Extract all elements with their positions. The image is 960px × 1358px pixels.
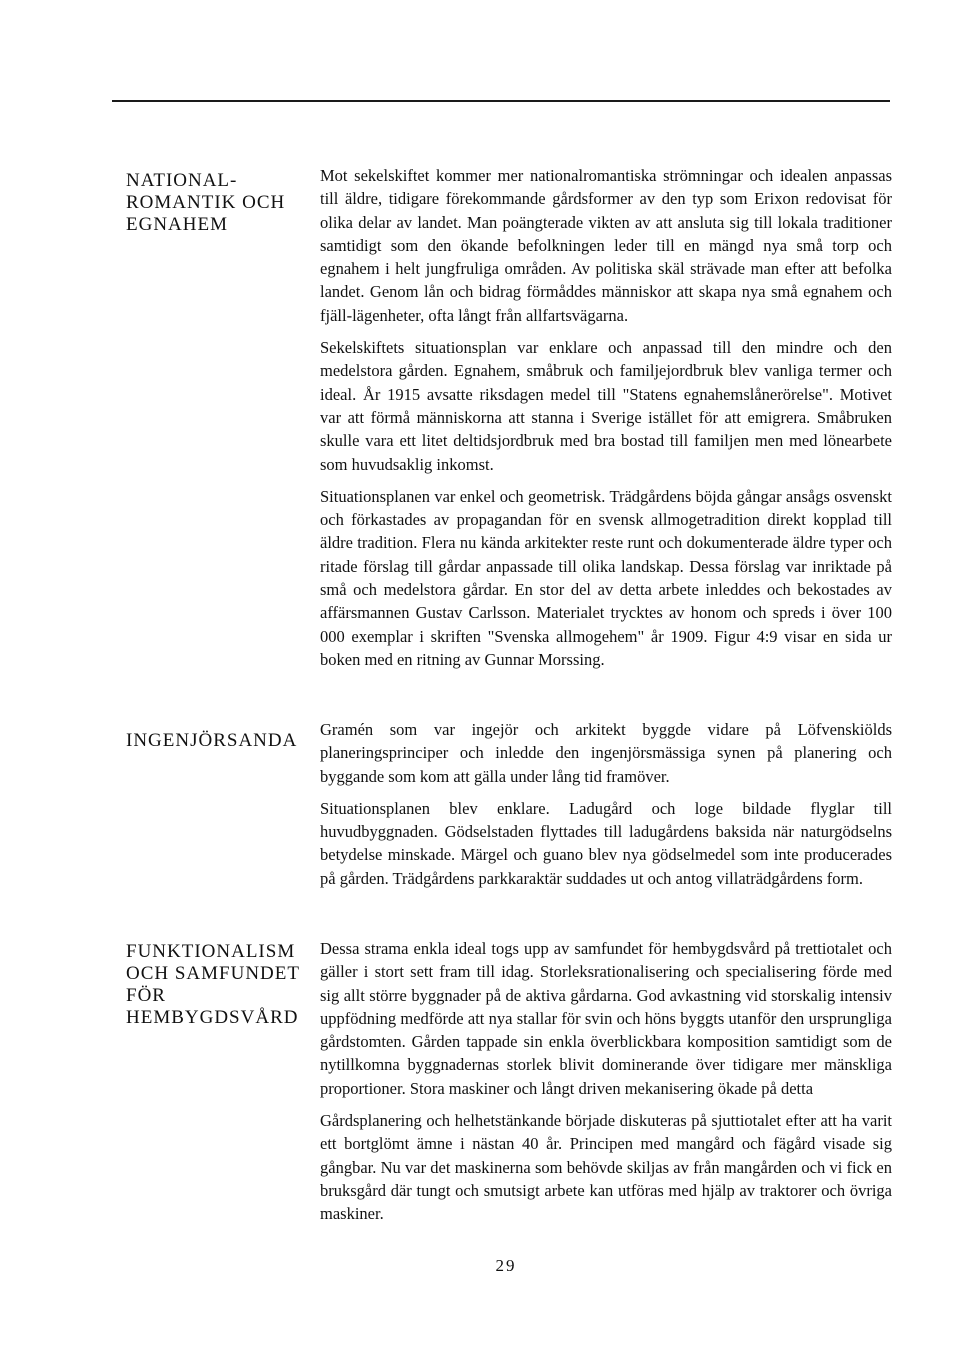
- top-rule: [112, 100, 890, 102]
- paragraph: Gramén som var ingejör och arkitekt byggde vidare på Löfvenskiölds planeringsprinciper och inledde den ingenjörsmässiga synen på planering och byggande som kom att gälla under lång tid framöver.: [320, 720, 892, 786]
- section-heading: NATIONAL- ROMANTIK OCH EGNAHEM: [126, 170, 286, 235]
- paragraph: Mot sekelskiftet kommer mer nationalromantiska strömningar och idealen anpassas till äldre, tidigare förekommande gårdsformer av den typ som Erixon redovisat för olika delar av landet. Man poängterade vikten av att ansluta sig till lokala traditioner samtidigt som den ökande befolkningen leder till en mängd nya små torp och egnahem i helt jungfruliga områden. Av politiska skäl strävade man efter att befolka landet. Genom lån och bidrag förmåddes människor att skapa nya små egnahem och fjäll-lägenheter, ofta långt från allfartsvägarna.: [320, 166, 892, 325]
- paragraph: Dessa strama enkla ideal togs upp av samfundet för hembygdsvård på trettiotalet och gäller i stort sett fram till idag. Storleksrationalisering och specialisering förde med sig allt större byggnader på de aktiva gårdarna. God avkastning vid storskalig intensiv uppfödning medförde att nya stallar för svin och höns byggts utanför den ursprungliga gårdstomten. Gården tappade sin enkla överblickbara komposition samtidigt som de nytillkomna byggnadernas storlek blivit dominerande över tidigare mer mänskliga proportioner. Stora maskiner och långt driven mekanisering ökade på detta: [320, 939, 892, 1098]
- paragraph: Sekelskiftets situationsplan var enklare och anpassad till den mindre och den medelstora gården. Egnahem, småbruk och familjejordbruk blev vanliga termer och ideal. År 1915 avsatte riksdagen medel till "Statens egnahemslånerörelse". Motivet var att förmå människorna att stanna i Sverige istället för att emigrera. Småbruken skulle vara ett litet deltidsjordbruk med bra bostad till familjen men med lönearbete som huvudsaklig inkomst.: [320, 338, 892, 474]
- section-body: [320, 718, 892, 899]
- section-heading: FUNKTIONALISM OCH SAMFUNDET FÖR HEMBYGDSVÅRD: [126, 941, 300, 1028]
- paragraph: Gårdsplanering och helhetstänkande började diskuteras på sjuttiotalet efter att ha varit ett bortglömt ämne i nästan 40 år. Principen med mangård och fägård visade sig gångbar. Nu var det maskinerna som behövde skiljas av från mangården och vi fick en bruksgård där tungt och smutsigt arbete kan utföras med hjälp av traktorer och övriga maskiner.: [320, 1111, 892, 1224]
- page-number: 29: [495, 1256, 517, 1275]
- paragraph: Situationsplanen var enkel och geometrisk. Trädgårdens böjda gångar ansågs osvenskt och förkastades av propagandan för en svensk allmogetradition direkt kopplad till äldre tradition. Flera nu kända arkitekter reste runt och dokumenterade äldre typer och ritade förslag till gårdar anpassade till olika landskap. Dessa förslag var inriktade på små och medelstora gårdar. En stor del av detta arbete inleddes och bekostades av affärsmannen Gustav Carlsson. Materialet trycktes av honom och spreds i över 100 000 exemplar i skriften "Svenska allmogehem" år 1909. Figur 4:9 visar en sida ur boken med en ritning av Gunnar Morssing.: [320, 486, 892, 669]
- section-body: [320, 164, 892, 680]
- section-body: [320, 937, 892, 1235]
- section-heading: INGENJÖRSANDA: [126, 730, 298, 751]
- paragraph: Situationsplanen blev enklare. Ladugård och loge bildade flyglar till huvudbyggnaden. Gödselstaden flyttades till ladugårdens baksida när naturgödselns betydelse minskade. Märgel och guano blev nya gödselmedel som inte producerades på gården. Trädgårdens parkkaraktär suddades ut och antog villaträdgårdens form.: [320, 798, 892, 888]
